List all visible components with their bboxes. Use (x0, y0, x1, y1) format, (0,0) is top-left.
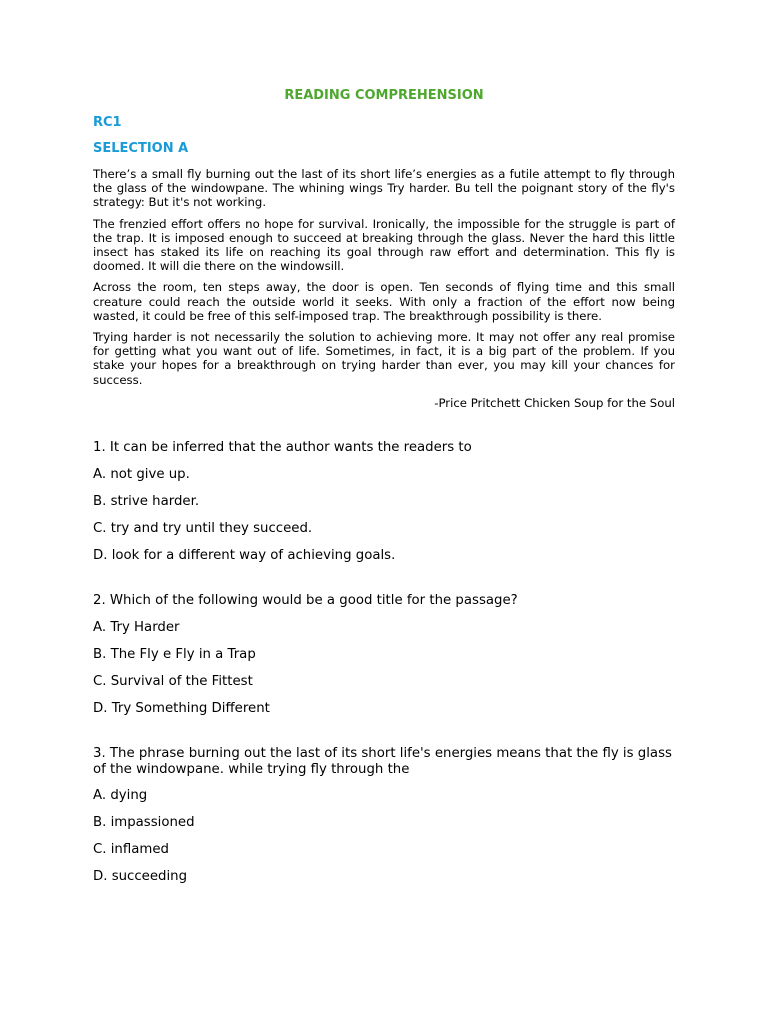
option-a: A. dying (93, 787, 148, 803)
question-2 (93, 593, 675, 717)
option-c: C. Survival of the Fittest (93, 673, 253, 689)
document-title: READING COMPREHENSION (284, 88, 484, 103)
option-a: A. Try Harder (93, 619, 180, 635)
passage-paragraph-1: There’s a small fly burning out the last of its short life’s energies as a futile attempt to fly through the glass of the windowpane. The whining wings Try harder. Bu tell the poignant story of the fly's strategy: But it's not working. (93, 167, 675, 210)
passage-paragraph-3: Across the room, ten steps away, the door is open. Ten seconds of flying time and this small creature could reach the outside world it seeks. With only a fraction of the effort now being wasted, it could be free of this self-imposed trap. The breakthrough possibility is there. (93, 280, 675, 323)
question-1 (93, 440, 675, 564)
option-a: A. not give up. (93, 466, 190, 482)
question-text: 2. Which of the following would be a good title for the passage? (93, 592, 518, 608)
passage-attribution: -Price Pritchett Chicken Soup for the Soul (434, 395, 675, 410)
option-d: D. Try Something Different (93, 700, 270, 716)
option-b: B. impassioned (93, 814, 195, 830)
document-page (93, 88, 675, 896)
passage-paragraph-4: Trying harder is not necessarily the solution to achieving more. It may not offer any real promise for getting what you want out of life. Sometimes, in fact, it is a big part of the problem. If you stake your hopes for a breakthrough on trying harder than ever, you may kill your chances for success. (93, 330, 675, 387)
question-text: 3. The phrase burning out the last of its short life's energies means that the fly is glass of the windowpane. while trying fly through the (93, 745, 672, 777)
option-b: B. strive harder. (93, 493, 200, 509)
option-d: D. look for a different way of achieving goals. (93, 547, 396, 563)
passage (93, 167, 675, 410)
question-text: 1. It can be inferred that the author wants the readers to (93, 439, 472, 455)
selection-heading: SELECTION A (93, 141, 189, 156)
option-d: D. succeeding (93, 868, 188, 884)
option-c: C. try and try until they succeed. (93, 520, 313, 536)
question-3 (93, 746, 675, 885)
option-b: B. The Fly e Fly in a Trap (93, 646, 256, 662)
passage-paragraph-2: The frenzied effort offers no hope for survival. Ironically, the impossible for the struggle is part of the trap. It is imposed enough to succeed at breaking through the glass. Never the hard this little insect has staked its life on reaching its goal through raw effort and determination. This fly is doomed. It will die there on the windowsill. (93, 216, 675, 274)
option-c: C. inflamed (93, 841, 169, 857)
section-code: RC1 (93, 115, 122, 130)
